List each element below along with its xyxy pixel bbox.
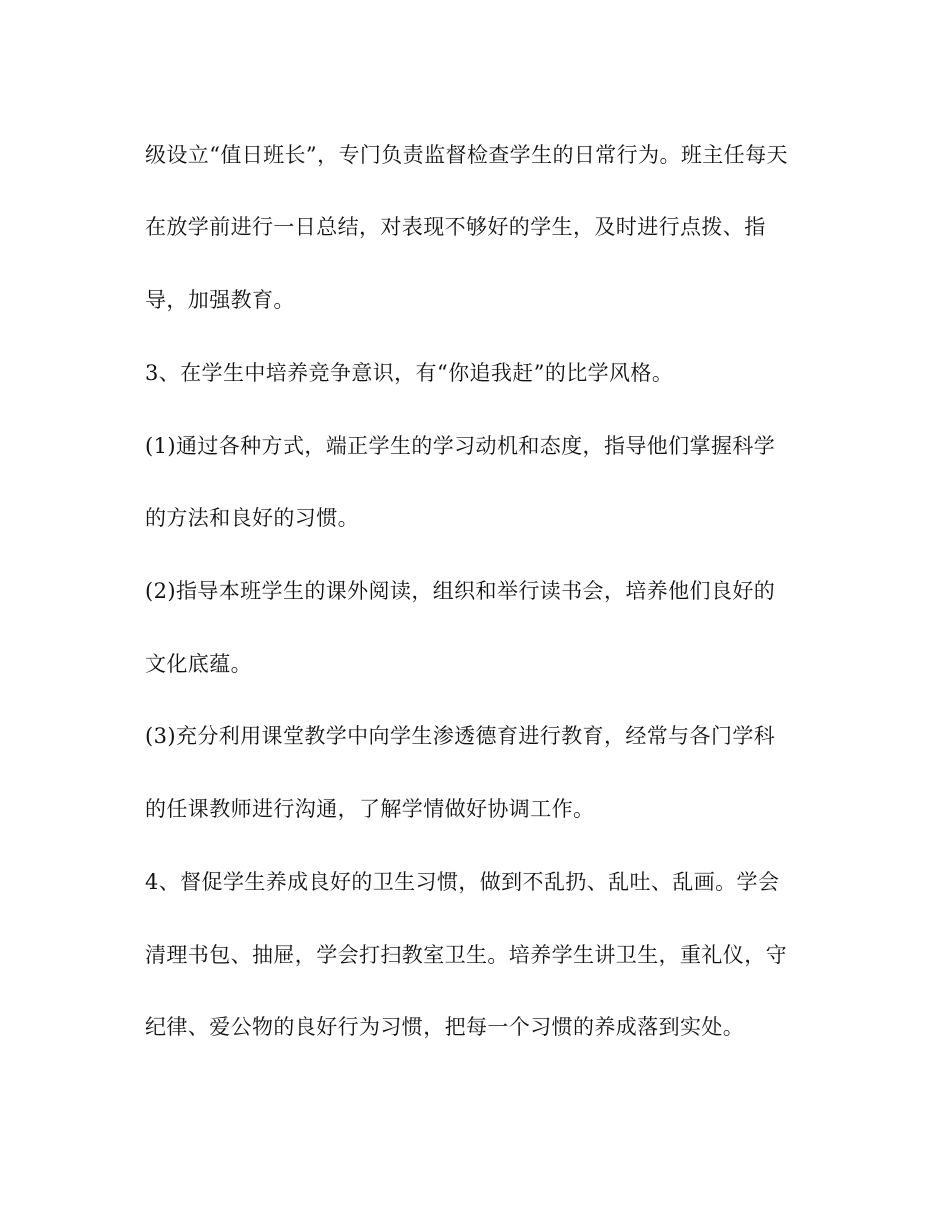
text-line: 清理书包、抽屉，学会打扫教室卫生。培养学生讲卫生，重礼仪，守 — [145, 943, 787, 967]
text-line: 文化底蕴。 — [145, 652, 252, 676]
text-line: (1)通过各种方式，端正学生的学习动机和态度，指导他们掌握科学 — [145, 434, 776, 458]
text-line: 的任课教师进行沟通，了解学情做好协调工作。 — [145, 797, 595, 821]
text-line: 4、督促学生养成良好的卫生习惯，做到不乱扔、乱吐、乱画。学会 — [145, 870, 780, 894]
text-line: 纪律、爱公物的良好行为习惯，把每一个习惯的养成落到实处。 — [145, 1015, 745, 1039]
text-line: 级设立“值日班长”，专门负责监督检查学生的日常行为。班主任每天 — [145, 143, 788, 167]
text-line: 3、在学生中培养竞争意识，有“你追我赶”的比学风格。 — [145, 361, 674, 385]
text-line: (2)指导本班学生的课外阅读，组织和举行读书会，培养他们良好的 — [145, 579, 776, 603]
text-line: (3)充分利用课堂教学中向学生渗透德育进行教育，经常与各门学科 — [145, 724, 776, 748]
text-line: 在放学前进行一日总结，对表现不够好的学生，及时进行点拨、指 — [145, 215, 766, 239]
text-line: 的方法和良好的习惯。 — [145, 506, 359, 530]
text-line: 导，加强教育。 — [145, 288, 295, 312]
